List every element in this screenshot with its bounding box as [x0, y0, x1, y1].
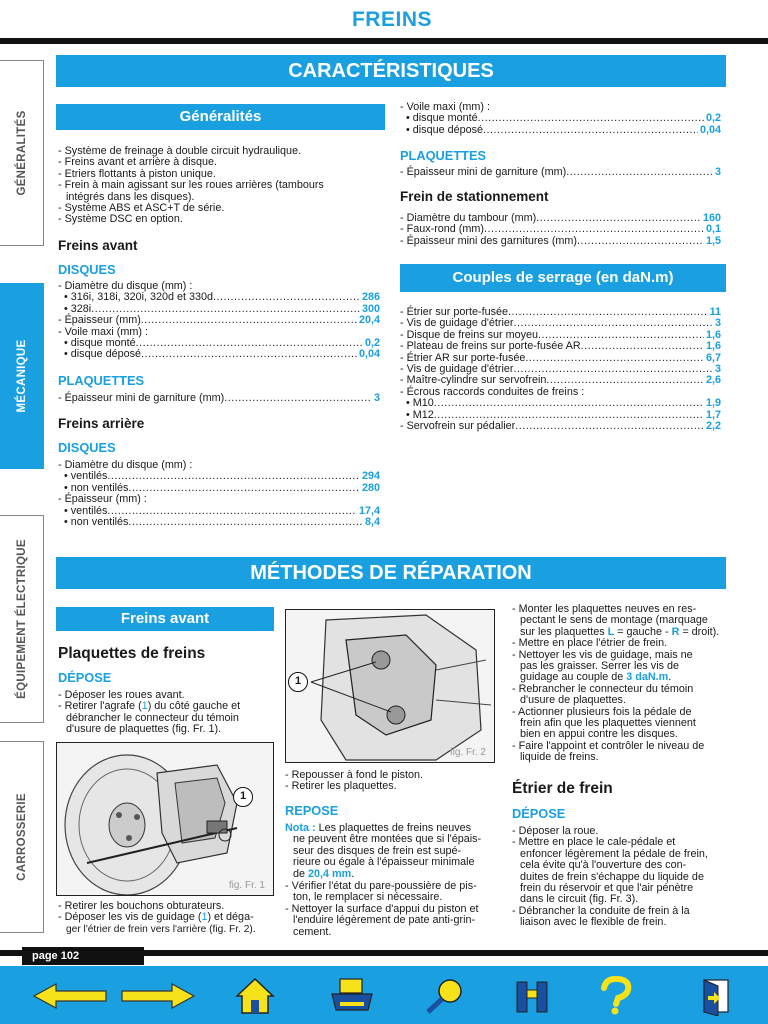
freins-arriere-heading: Freins arrière — [58, 416, 145, 431]
couple-row — [400, 398, 721, 409]
rc-plaquettes-heading: PLAQUETTES — [400, 148, 487, 163]
couple-label: - Vis de guidage d'étrier — [400, 317, 514, 330]
couples-banner: Couples de serrage (en daN.m) — [400, 264, 726, 292]
leader-dots — [508, 307, 708, 318]
leader-dots — [128, 517, 363, 528]
after-fig1-list: - Retirer les bouchons obturateurs. - Déposer les vis de guidage (1) et déga- ger l'étrier de frein vers l'arrière (fig. Fr. 2). — [58, 901, 256, 935]
fa-plaquettes-list — [58, 393, 380, 404]
leader-dots — [581, 341, 704, 352]
couple-label: - Étrier sur porte-fusée — [400, 306, 509, 318]
fa-disques-list — [58, 281, 380, 361]
etrier-list: - Déposer la roue. - Mettre en place le cale-pédale et enfoncer légèrement la pédale de frein, cela évite qu'à l'ouverture des con- duites de frein s'échappe du liquide de frein du réservoir et que l'air pénètre dans le circuit (fig. Fr. 3). - Débrancher la conduite de frein à la liaison avec le flexible de frein. — [512, 826, 708, 929]
couple-row — [400, 421, 721, 432]
couple-row — [400, 341, 721, 352]
couple-value: 2,6 — [705, 374, 721, 387]
print-icon[interactable] — [328, 976, 376, 1016]
tab-generalites-label: GÉNÉRALITÉS — [15, 110, 28, 196]
repose-heading: REPOSE — [285, 803, 339, 818]
rc-plaquette-label: - Épaisseur mini de garniture (mm) — [400, 166, 567, 178]
leader-dots — [566, 167, 713, 178]
generalites-banner: Généralités — [56, 104, 385, 130]
leader-dots — [141, 315, 357, 326]
leader-dots — [525, 353, 704, 364]
far-disque-label: • ventilés — [64, 504, 108, 517]
m-depose-heading: DÉPOSE — [58, 670, 112, 685]
arrow-left-icon[interactable] — [32, 976, 112, 1016]
leader-dots — [141, 349, 357, 360]
far-disque-value: 17,4 — [358, 504, 380, 517]
leader-dots — [478, 113, 704, 124]
home-icon[interactable] — [234, 976, 276, 1016]
couple-label: - Disque de freins sur moyeu — [400, 328, 539, 341]
generalites-list: - Système de freinage à double circuit hydraulique. - Freins avant et arrière à disque. - Étriers flottants à piston unique. - Frein à main agissant sur les roues arrières (tambours intégrés dans les disques). - Système ABS et ASC+T de série. - Système DSC en option. — [58, 146, 324, 226]
m-freins-avant-banner: Freins avant — [56, 607, 274, 631]
couple-label: - Étrier AR sur porte-fusée — [400, 351, 526, 364]
far-disque-label: • non ventilés — [64, 481, 129, 494]
couple-label: - Servofrein sur pédalier — [400, 420, 516, 433]
couple-label: • M10 — [406, 397, 434, 410]
stationnement-heading: Frein de stationnement — [400, 189, 549, 204]
couple-value: 3 — [714, 363, 721, 376]
stationnement-label: - Épaisseur mini des garnitures (mm) — [400, 234, 577, 247]
fa-disque-label: • 316i, 318i, 320i, 320d et 330d — [64, 291, 214, 304]
couple-value: 1,6 — [705, 340, 721, 353]
fa-disque-label: • disque monté — [64, 337, 136, 350]
far-disques-heading: DISQUES — [58, 440, 116, 455]
fa-disque-row — [58, 315, 380, 326]
far-disque-value: 280 — [361, 481, 380, 494]
fa-disque-label: • 328i — [64, 302, 92, 315]
tab-generalites[interactable] — [0, 60, 44, 246]
stationnement-label: - Faux-rond (mm) — [400, 223, 484, 236]
couple-row — [400, 387, 721, 398]
rc-plaquette-value: 3 — [714, 166, 721, 178]
couple-label: - Maître-cylindre sur servofrein — [400, 374, 547, 387]
fa-plaquette-label: - Épaisseur mini de garniture (mm) — [58, 392, 225, 404]
fa-plaquettes-heading: PLAQUETTES — [58, 373, 145, 388]
couple-value: 1,6 — [705, 328, 721, 341]
stationnement-value: 0,1 — [705, 223, 721, 236]
leader-dots — [128, 483, 360, 494]
leader-dots — [224, 393, 372, 404]
rc-voile-label: • disque déposé — [406, 123, 484, 136]
figure-fr1 — [56, 742, 274, 896]
etrier-heading: Étrier de frein — [512, 780, 613, 797]
figure-fr2 — [285, 609, 495, 763]
couple-value: 11 — [709, 306, 721, 318]
brake-disc-illustration-1 — [57, 743, 274, 896]
exit-icon[interactable] — [698, 976, 734, 1016]
far-disque-label: • non ventilés — [64, 516, 129, 529]
leader-dots — [107, 506, 357, 517]
freins-avant-heading: Freins avant — [58, 238, 138, 253]
page-title: FREINS — [351, 8, 432, 31]
page-number: page 102 — [22, 947, 144, 965]
leader-dots — [434, 398, 704, 409]
far-disque-row — [58, 494, 380, 505]
stationnement-label: - Diamètre du tambour (mm) — [400, 212, 537, 224]
fa-disque-value: 300 — [361, 302, 380, 315]
fa-disque-label: - Voile maxi (mm) : — [58, 325, 148, 338]
far-disque-label: - Diamètre du disque (mm) : — [58, 459, 193, 471]
couple-value: 3 — [714, 317, 721, 330]
nota-block: Nota : Les plaquettes de freins neuves ne peuvent être montées que si l'épais- seur des disques de frein est supé- rieure ou égale à l'épaisseur minimale de 20,4 mm. — [285, 823, 482, 880]
rc-plaquette-row — [400, 167, 721, 178]
header-rule — [0, 38, 768, 44]
fa-disque-label: - Diamètre du disque (mm) : — [58, 280, 193, 292]
fig2-label: fig. Fr. 2 — [449, 747, 486, 758]
stationnement-value: 1,5 — [705, 234, 721, 247]
rc-plaquettes-list — [400, 167, 721, 178]
couple-value: 1,9 — [705, 397, 721, 410]
couple-label: • M12 — [406, 408, 434, 421]
fa-disque-value: 0,04 — [358, 348, 380, 361]
leader-dots — [213, 292, 360, 303]
tab-equipement-electrique[interactable] — [0, 515, 44, 723]
tab-mecanique[interactable] — [0, 283, 44, 469]
rc-voile-value: 0,2 — [705, 112, 721, 125]
tab-carrosserie[interactable] — [0, 741, 44, 933]
fa-disque-value: 20,4 — [358, 314, 380, 327]
leader-dots — [514, 318, 713, 329]
couple-value: 1,7 — [705, 408, 721, 421]
etrier-depose-heading: DÉPOSE — [512, 806, 566, 821]
couple-label: - Écrous raccords conduites de freins : — [400, 385, 585, 398]
leader-dots — [536, 213, 701, 224]
fa-disque-row — [58, 349, 380, 360]
fig1-label: fig. Fr. 1 — [228, 880, 265, 891]
repose-list: - Vérifier l'état du pare-poussière de pis- ton, le remplacer si nécessaire. - Nettoyer la surface d'appui du piston et l'enduire légèrement de pate anti-grin- cement. — [285, 881, 479, 938]
search-icon[interactable] — [422, 976, 470, 1016]
methodes-banner: MÉTHODES DE RÉPARATION — [56, 557, 726, 589]
leader-dots — [515, 421, 704, 432]
far-disque-label: - Épaisseur (mm) : — [58, 493, 147, 506]
couples-list — [400, 307, 721, 432]
fa-plaquette-value: 3 — [373, 392, 380, 404]
leader-dots — [577, 236, 704, 247]
rc-voile-list — [400, 102, 721, 136]
far-disques-list — [58, 460, 380, 528]
fa-disque-label: - Épaisseur (mm) — [58, 314, 141, 327]
m-right-list: - Monter les plaquettes neuves en res- pectant le sens de montage (marquage sur les plaquettes L = gauche - R = droit). - Mettre en place l'étrier de frein. - Nettoyer les vis de guidage, mais ne pas les graisser. Serrer les vis de guidage au couple de 3 daN.m. - Rebrancher le connecteur du témoin d'usure de plaquettes. - Actionner plusieurs fois la pédale de frein afin que les plaquettes viennent bien en appui contre les disques. - Faire l'appoint et contrôler le niveau de liquide de freins. — [512, 604, 720, 764]
fa-disque-row — [58, 292, 380, 303]
caracteristiques-banner: CARACTÉRISTIQUES — [56, 55, 726, 87]
leader-dots — [107, 471, 360, 482]
rc-voile-label: • disque monté — [406, 112, 478, 125]
mid-list: - Repousser à fond le piston. - Retirer les plaquettes. — [285, 770, 424, 793]
fa-disque-value: 286 — [361, 291, 380, 304]
rc-voile-row — [400, 125, 721, 136]
tab-carrosserie-label: CARROSSERIE — [15, 793, 28, 881]
tab-equipement-electrique-label: ÉQUIPEMENT ÉLECTRIQUE — [15, 539, 28, 699]
binoculars-icon[interactable] — [512, 976, 552, 1016]
m-depose-list: - Déposer les roues avant. - Retirer l'agrafe (1) du côté gauche et débrancher le connecteur du témoin d'usure de plaquettes (fig. Fr. 1). — [58, 690, 241, 736]
fa-disques-heading: DISQUES — [58, 262, 116, 277]
far-disque-value: 8,4 — [364, 516, 380, 529]
stationnement-list — [400, 213, 721, 247]
fa-plaquette-row — [58, 393, 380, 404]
couple-value: 2,2 — [705, 420, 721, 433]
fa-disque-label: • disque déposé — [64, 348, 142, 361]
stationnement-row — [400, 236, 721, 247]
tab-mecanique-label: MÉCANIQUE — [15, 339, 28, 413]
fig2-callout: 1 — [288, 672, 308, 692]
rc-voile-value: 0,04 — [699, 123, 721, 136]
leader-dots — [483, 125, 698, 136]
help-icon[interactable] — [594, 976, 638, 1016]
leader-dots — [136, 338, 363, 349]
rc-voile-label: - Voile maxi (mm) : — [400, 101, 490, 113]
caliper-illustration-2 — [286, 610, 495, 763]
fa-disque-value: 0,2 — [364, 337, 380, 350]
couple-label: - Vis de guidage d'étrier — [400, 363, 514, 376]
plaquettes-heading: Plaquettes de freins — [58, 645, 206, 662]
fig1-callout: 1 — [233, 787, 253, 807]
far-disque-row — [58, 517, 380, 528]
couple-value: 6,7 — [705, 351, 721, 364]
arrow-right-icon[interactable] — [116, 976, 196, 1016]
far-disque-value: 294 — [361, 470, 380, 483]
far-disque-label: • ventilés — [64, 470, 108, 483]
couple-label: - Plateau de freins sur porte-fusée AR — [400, 340, 581, 353]
stationnement-value: 160 — [702, 212, 721, 224]
